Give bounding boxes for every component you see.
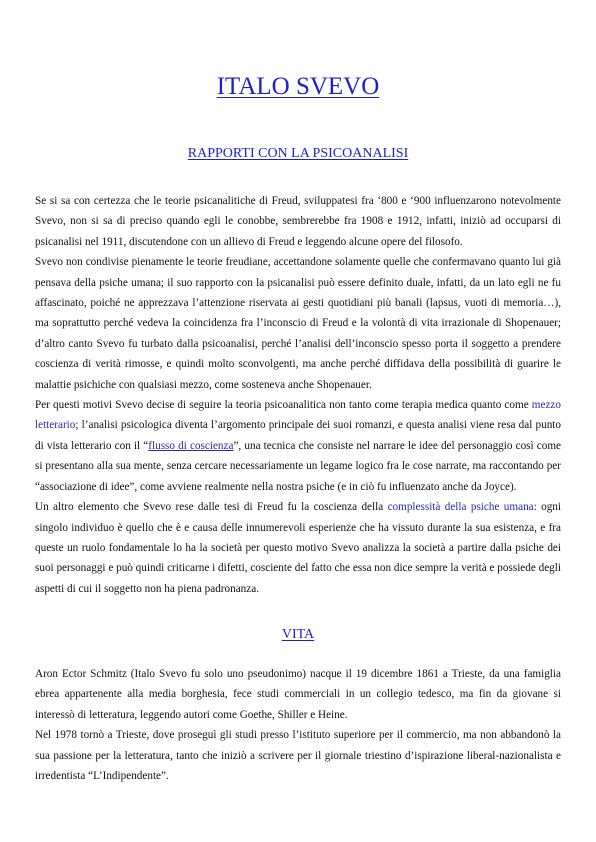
paragraph-4 [35, 497, 561, 599]
section-heading-vita: VITA [281, 627, 315, 642]
paragraph-4-text-b: : ogni singolo individuo è quello che è e causa delle innumerevoli esperienze che ha vissuto durante la sua esistenza, e fra queste un ruolo fondamentale lo ha la società per questo motivo Svevo analizza la società a partire dalla psiche dei suoi personaggi e può quindi criticarne i difetti, cosciente del fatto che essa non dice sempre la verità e possiede degli aspetti di cui il soggetto non ha piena padronanza. [35, 501, 562, 595]
paragraph-2: Svevo non condivise pienamente le teorie freudiane, accettandone solamente quelle che confermavano quanto lui già pensava della psiche umana; il suo rapporto con la psicanalisi può essere definito duale, infatti, da un lato egli ne fu affascinato, poiché ne apprezzava l’attenzione riservata ai gesti quotidiani più banali (lapsus, vuoti di memoria…), ma soprattutto perché vedeva la coincidenza fra l’inconscio di Freud e la volontà di vita irrazionale di Shopenauer; d’altro canto Svevo fu turbato dalla psicoanalisi, perché l’analisi dell’inconscio spesso porta il soggetto a prendere coscienza di verità rimosse, e quindi molto sconvolgenti, ma anche perché diffidava della possibilità di guarire le malattie psichiche con qualsiasi mezzo, come sosteneva anche Shopenauer. [35, 256, 561, 391]
paragraph-3-text-c: ”, una tecnica che consiste nel narrare le idee del personaggio così come si presentano alla sua mente, senza cercare necessariamente un legame logico fra le cose narrate, ma raccontando per “associazione di idee”, come avviene realmente nella nostra psiche (e in ciò fu influenzato anche da Joyce). [35, 439, 561, 493]
paragraph-3-text-b: ; l’analisi psicologica diventa l’argomento principale dei suoi romanzi, e questa analisi viene resa dal punto di vista letterario con il “ [35, 419, 561, 452]
complessita-psiche-highlight: complessità della psiche umana [387, 501, 534, 514]
paragraph-1: Se si sa con certezza che le teorie psicanalitiche di Freud, sviluppatesi fra ‘800 e ‘900 influenzarono notevolmente Svevo, non si sa di preciso quando egli le conobbe, sembrerebbe fra 1908 e 1912, infatti, iniziò ad occuparsi di psicanalisi nel 1911, discutendone con un allievo di Freud e leggendo alcune opere del filosofo. [35, 195, 561, 248]
page-title: ITALO SVEVO [216, 73, 380, 100]
flusso-di-coscienza-link[interactable]: flusso di coscienza [148, 439, 234, 452]
mezzo-letterario-highlight: mezzo letterario [35, 399, 561, 432]
paragraph-3-text-a: Per questi motivi Svevo decise di seguire la teoria psicoanalitica non tanto come terapia medica quanto come [35, 399, 532, 412]
paragraph-4-text-a: Un altro elemento che Svevo rese dalle tesi di Freud fu la coscienza della [35, 501, 388, 514]
section-heading-rapporti: RAPPORTI CON LA PSICOANALISI [187, 146, 409, 161]
paragraph-5: Aron Ector Schmitz (Italo Svevo fu solo uno pseudonimo) nacque il 19 dicembre 1861 a Trieste, da una famiglia ebrea appartenente alla media borghesia, fece studi commerciali in un collegio tedesco, ma fin da giovane si interessò di letteratura, leggendo autori come Goethe, Shiller e Heine. [35, 668, 561, 721]
section-body-rapporti [35, 191, 561, 599]
paragraph-3 [35, 395, 561, 497]
section-body-vita [35, 664, 561, 786]
paragraph-6: Nel 1978 tornò a Trieste, dove proseguì gli studi presso l’istituto superiore per il commercio, ma non abbandonò la sua passione per la letteratura, tanto che iniziò a scrivere per il giornale triestino d’ispirazione liberal-nazionalista e irredentista “L’Indipendente”. [35, 729, 561, 783]
